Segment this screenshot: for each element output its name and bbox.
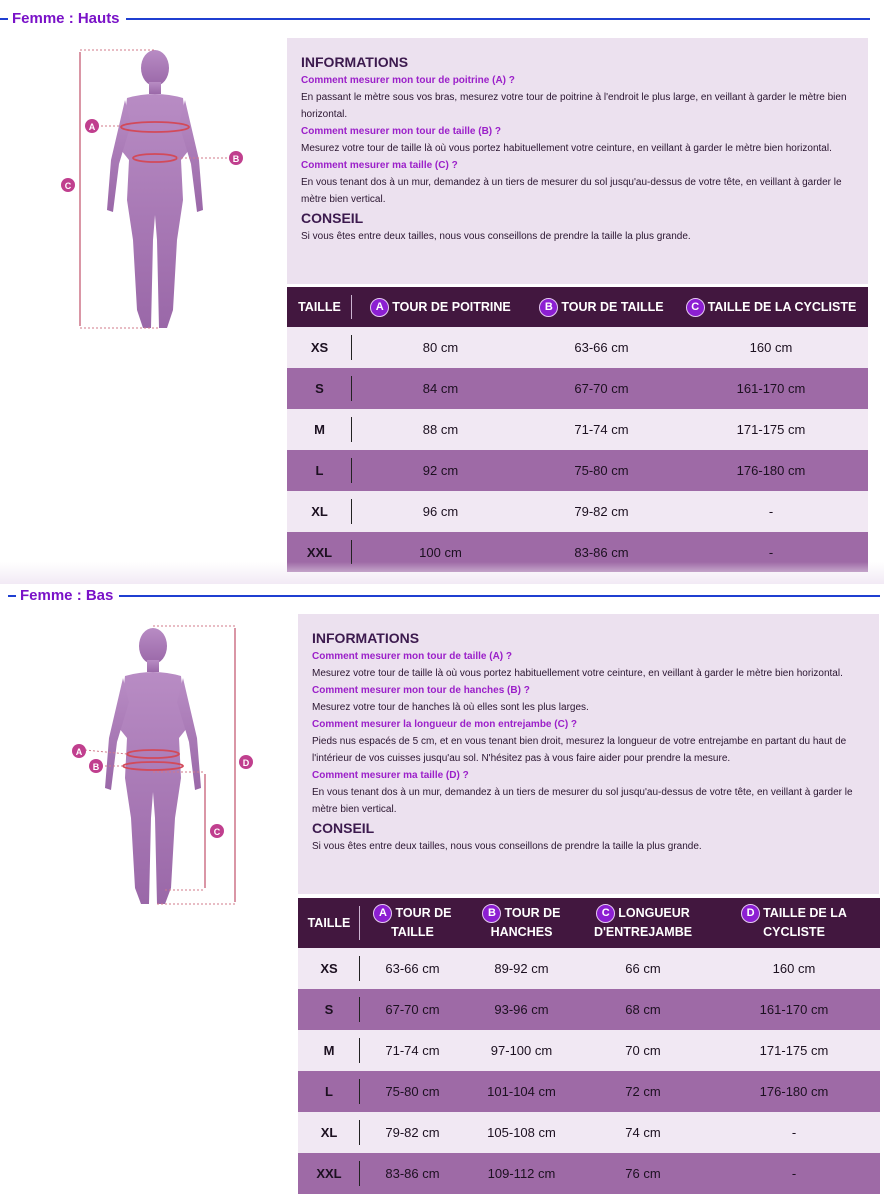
info-question-c: Comment mesurer ma taille (C) ? — [301, 160, 458, 171]
bottoms-body-figure — [65, 620, 270, 915]
cell-c: - — [674, 532, 868, 572]
cell-c: 68 cm — [578, 989, 708, 1030]
info-answer-a: En passant le mètre sous vos bras, mesurez votre tour de poitrine à l'endroit le plus large, en veillant à garder le mètre bien horizontal. — [301, 92, 847, 120]
cell-size: XXL — [298, 1153, 360, 1194]
col-header-c — [674, 287, 868, 327]
table-row — [298, 1112, 880, 1153]
info-question-c: Comment mesurer la longueur de mon entrejambe (C) ? — [312, 719, 578, 730]
cell-d: - — [708, 1153, 880, 1194]
badge-a: A — [373, 904, 392, 923]
cell-size: XL — [298, 1112, 360, 1153]
info-answer-a: Mesurez votre tour de taille là où vous portez habituellement votre ceinture, en veillant à garder le mètre bien horizontal. — [312, 668, 843, 679]
table-header-row — [298, 898, 880, 948]
cell-b: 83-86 cm — [529, 532, 674, 572]
cell-size: M — [298, 1030, 360, 1071]
col-header-a-line2: TAILLE — [391, 925, 434, 940]
cell-a: 96 cm — [352, 491, 529, 532]
figure-label-d: D — [242, 758, 250, 768]
title-rule — [126, 18, 870, 20]
col-header-a — [360, 898, 465, 948]
cell-a: 79-82 cm — [360, 1112, 465, 1153]
col-header-size: TAILLE — [287, 287, 352, 327]
table-row — [298, 989, 880, 1030]
table-row — [298, 1030, 880, 1071]
badge-a: A — [370, 298, 389, 317]
info-answer-c: Pieds nus espacés de 5 cm, et en vous tenant bien droit, mesurez la longueur de votre entrejambe en partant du haut de l'intérieur de vos cuisses jusqu'au sol. N'hésitez pas à vous faire aider pour prendre la mesure. — [312, 736, 847, 764]
cell-b: 97-100 cm — [465, 1030, 578, 1071]
col-header-b-line1: TOUR DE — [504, 905, 561, 920]
cell-size: XXL — [287, 532, 352, 572]
cell-size: L — [298, 1071, 360, 1112]
cell-size: L — [287, 450, 352, 491]
cell-b: 93-96 cm — [465, 989, 578, 1030]
cell-a: 67-70 cm — [360, 989, 465, 1030]
tops-info-panel — [287, 38, 868, 284]
cell-size: XS — [287, 327, 352, 368]
col-header-a-line1: TOUR DE — [395, 905, 452, 920]
table-row — [298, 1071, 880, 1112]
cell-c: 171-175 cm — [674, 409, 868, 450]
cell-c: 76 cm — [578, 1153, 708, 1194]
info-answer-d: En vous tenant dos à un mur, demandez à un tiers de mesurer du sol jusqu'au-dessus de votre tête, en veillant à garder le mètre bien vertical. — [312, 787, 853, 815]
col-header-c-label: TAILLE DE LA CYCLISTE — [707, 299, 857, 314]
cell-b: 109-112 cm — [465, 1153, 578, 1194]
cell-a: 84 cm — [352, 368, 529, 409]
cell-b: 101-104 cm — [465, 1071, 578, 1112]
cell-c: 176-180 cm — [674, 450, 868, 491]
advice-text: Si vous êtes entre deux tailles, nous vous conseillons de prendre la taille la plus grande. — [312, 841, 702, 852]
col-header-b — [529, 287, 674, 327]
cell-a: 71-74 cm — [360, 1030, 465, 1071]
info-heading: INFORMATIONS — [312, 630, 420, 646]
cell-a: 88 cm — [352, 409, 529, 450]
info-answer-b: Mesurez votre tour de hanches là où elles sont les plus larges. — [312, 702, 589, 713]
col-header-c-line1: LONGUEUR — [618, 905, 690, 920]
info-question-b: Comment mesurer mon tour de taille (B) ? — [301, 126, 502, 137]
badge-b: B — [482, 904, 501, 923]
cell-d: 171-175 cm — [708, 1030, 880, 1071]
col-header-c — [578, 898, 708, 948]
section-divider — [0, 562, 884, 584]
table-row — [298, 948, 880, 989]
bottoms-size-table — [298, 898, 880, 1194]
cell-size: S — [287, 368, 352, 409]
section-title-bottoms — [8, 587, 880, 604]
info-question-b: Comment mesurer mon tour de hanches (B) ? — [312, 685, 530, 696]
table-row — [287, 450, 868, 491]
info-answer-c: En vous tenant dos à un mur, demandez à un tiers de mesurer du sol jusqu'au-dessus de votre tête, en veillant à garder le mètre bien vertical. — [301, 177, 842, 205]
section-title-tops — [0, 10, 870, 27]
col-header-a — [352, 287, 529, 327]
cell-c: 74 cm — [578, 1112, 708, 1153]
cell-b: 89-92 cm — [465, 948, 578, 989]
cell-d: 160 cm — [708, 948, 880, 989]
figure-label-b: B — [232, 154, 240, 164]
badge-b: B — [539, 298, 558, 317]
col-header-d-line1: TAILLE DE LA — [763, 905, 847, 920]
info-question-d: Comment mesurer ma taille (D) ? — [312, 770, 469, 781]
info-question-a: Comment mesurer mon tour de poitrine (A) ? — [301, 75, 515, 86]
table-header-row — [287, 287, 868, 327]
cell-d: 161-170 cm — [708, 989, 880, 1030]
title-rule — [119, 595, 880, 597]
cell-c: 66 cm — [578, 948, 708, 989]
cell-b: 71-74 cm — [529, 409, 674, 450]
cell-a: 92 cm — [352, 450, 529, 491]
figure-label-a: A — [88, 122, 96, 132]
cell-d: 176-180 cm — [708, 1071, 880, 1112]
title-dash — [0, 18, 8, 20]
info-question-a: Comment mesurer mon tour de taille (A) ? — [312, 651, 513, 662]
title-dash — [8, 595, 16, 597]
advice-text: Si vous êtes entre deux tailles, nous vous conseillons de prendre la taille la plus grande. — [301, 231, 691, 242]
cell-size: S — [298, 989, 360, 1030]
advice-heading: CONSEIL — [312, 820, 375, 836]
cell-b: 63-66 cm — [529, 327, 674, 368]
badge-c: C — [596, 904, 615, 923]
cell-size: M — [287, 409, 352, 450]
info-heading: INFORMATIONS — [301, 54, 409, 70]
cell-b: 79-82 cm — [529, 491, 674, 532]
cell-c: 161-170 cm — [674, 368, 868, 409]
cell-a: 63-66 cm — [360, 948, 465, 989]
badge-c: C — [686, 298, 705, 317]
table-row — [287, 368, 868, 409]
badge-d: D — [741, 904, 760, 923]
cell-size: XS — [298, 948, 360, 989]
cell-b: 67-70 cm — [529, 368, 674, 409]
cell-a: 83-86 cm — [360, 1153, 465, 1194]
tops-title: Femme : Hauts — [12, 10, 120, 27]
col-header-b-line2: HANCHES — [490, 925, 553, 940]
table-row — [287, 327, 868, 368]
col-header-a-label: TOUR DE POITRINE — [392, 299, 511, 314]
col-header-b — [465, 898, 578, 948]
cell-b: 105-108 cm — [465, 1112, 578, 1153]
tops-body-figure — [55, 40, 255, 340]
col-header-c-line2: D'ENTREJAMBE — [593, 925, 693, 940]
table-row — [287, 409, 868, 450]
col-header-d — [708, 898, 880, 948]
cell-c: - — [674, 491, 868, 532]
cell-size: XL — [287, 491, 352, 532]
cell-a: 80 cm — [352, 327, 529, 368]
col-header-size: TAILLE — [298, 898, 360, 948]
cell-a: 75-80 cm — [360, 1071, 465, 1112]
info-answer-b: Mesurez votre tour de taille là où vous portez habituellement votre ceinture, en veillant à garder le mètre bien horizontal. — [301, 143, 832, 154]
col-header-d-line2: CYCLISTE — [763, 925, 825, 940]
figure-label-c: C — [64, 181, 72, 191]
bottoms-title: Femme : Bas — [20, 587, 114, 604]
figure-label-c: C — [213, 827, 221, 837]
bottoms-info-panel — [298, 614, 879, 894]
figure-label-a: A — [75, 747, 83, 757]
figure-label-b: B — [92, 762, 100, 772]
col-header-b-label: TOUR DE TAILLE — [561, 299, 664, 314]
tops-size-table — [287, 287, 868, 572]
cell-c: 160 cm — [674, 327, 868, 368]
cell-c: 70 cm — [578, 1030, 708, 1071]
cell-a: 100 cm — [352, 532, 529, 572]
cell-d: - — [708, 1112, 880, 1153]
table-row — [287, 491, 868, 532]
cell-c: 72 cm — [578, 1071, 708, 1112]
cell-b: 75-80 cm — [529, 450, 674, 491]
advice-heading: CONSEIL — [301, 210, 364, 226]
